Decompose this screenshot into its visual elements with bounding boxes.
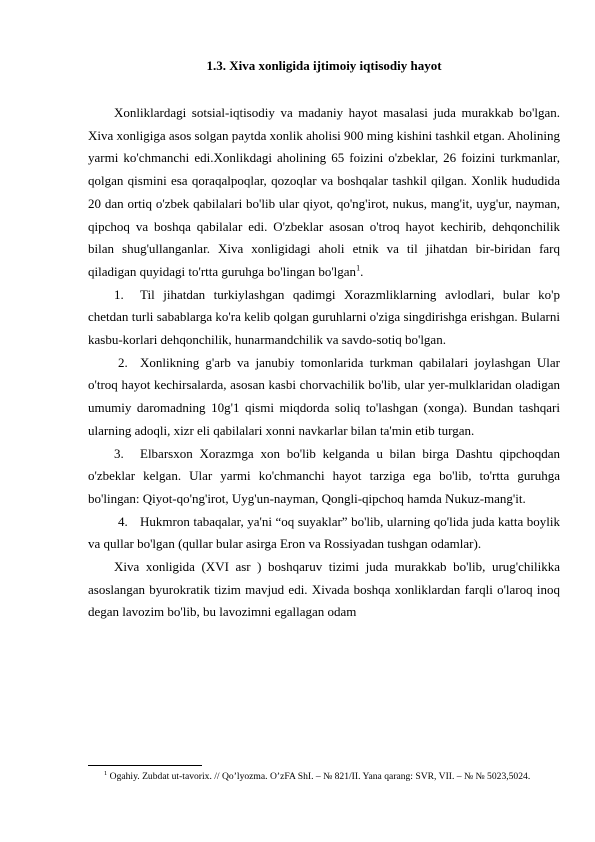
footnote-ref[interactable]: 1 bbox=[356, 263, 361, 273]
list-item-1 bbox=[88, 284, 560, 352]
list-text-1: Til jihatdan turkiylashgan qadimgi Xorazmliklarning avlodlari, bular ko'p chetdan turli sabablarga ko'ra kelib qolgan guruhlarni o'ziga singdirishga erishgan. Bularni kasbu-korlari dehqonchilik, hunarmandchilik va savdo-sotiq bo'lgan. bbox=[88, 286, 560, 348]
section-title: 1.3. Xiva xonligida ijtimoiy iqtisodiy hayot bbox=[206, 58, 442, 73]
list-number-3: 3. bbox=[114, 445, 124, 461]
list-text-4: Hukmron tabaqalar, ya'ni “oq suyaklar” bo'lib, ularning qo'lida juda katta boylik va qullar bo'lgan (qullar bular asirga Eron va Rossiyadan tushgan odamlar). bbox=[88, 513, 560, 552]
intro-text: Xonliklardagi sotsial-iqtisodiy va madaniy hayot masalasi juda murakkab bo'lgan. Xiva xonligiga asos solgan paytda xonlik aholisi 900 ming kishini tashkil etgan. Aholining yarmi ko'chmanchi edi.Xonlikdagi aholining 65 foizini o'zbeklar, 26 foizini turkmanlar, qolgan qismini esa qoraqalpoqlar, qozoqlar va boshqalar tashkil qilgan. Xonlik hududida 20 dan ortiq o'zbek qabilalari bo'lib ular qiyot, qo'ng'irot, nukus, mang'it, uyg'ur, nayman, qipchoq va boshqa qabilalar edi. O'zbeklar asosan o'troq hayot kechirib, dehqonchilik bilan shug'ullanganlar. Xiva xonligidagi aholi etnik va til jihatdan bir-biridan farq qiladigan quyidagi to'rtta guruhga bo'lingan bo'lgan bbox=[88, 105, 560, 279]
footnote-divider bbox=[88, 765, 202, 766]
list-number-1: 1. bbox=[114, 286, 124, 302]
list-number-4: 4. bbox=[118, 513, 128, 529]
list-number-2: 2. bbox=[118, 354, 128, 370]
footnote bbox=[104, 770, 544, 783]
document-body bbox=[88, 102, 560, 624]
footnote-text: Ogahiy. Zubdat ut-tavorix. // Qo’lyozma. O’zFA ShI. – № 821/II. Yana qarang: SVR, VII. – № № 5023,5024. bbox=[107, 771, 531, 782]
list-text-2: Xonlikning g'arb va janubiy tomonlarida turkman qabilalari joylashgan Ular o'troq hayot kechirsalarda, asosan kasbi chorvachilik bo'lib, ular yer-mulklaridan oladigan umumiy daromadning 10g'1 qismi miqdorda soliq to'lashgan (xonga). Bundan tashqari ularning adoqli, xizr eli qabilalari xonni navkarlar bilan ta'min etib turgan. bbox=[88, 354, 560, 438]
footnote-mark: 1 bbox=[104, 769, 108, 777]
list-item-3 bbox=[88, 443, 560, 511]
closing-paragraph: Xiva xonligida (XVI asr ) boshqaruv tizimi juda murakkab bo'lib, urug'chilikka asoslangan byurokratik tizim mavjud edi. Xivada boshqa xonliklardan farqli o'laroq inoq degan lavozim bo'lib, bu lavozimni egallagan odam bbox=[88, 559, 560, 620]
list-text-3: Elbarsxon Xorazmga xon bo'lib kelganda u bilan birga Dashtu qipchoqdan o'zbeklar kelgan. Ular yarmi ko'chmanchi hayot tarziga ega bo'lib, to'rtta guruhga bo'lingan: Qiyot-qo'ng'irot, Uyg'un-nayman, Qongli-qipchoq hamda Nukuz-mang'it. bbox=[88, 445, 560, 506]
list-item-4 bbox=[88, 511, 560, 556]
list-item-2 bbox=[88, 352, 560, 443]
intro-end: . bbox=[360, 263, 364, 279]
intro-paragraph bbox=[88, 102, 560, 284]
